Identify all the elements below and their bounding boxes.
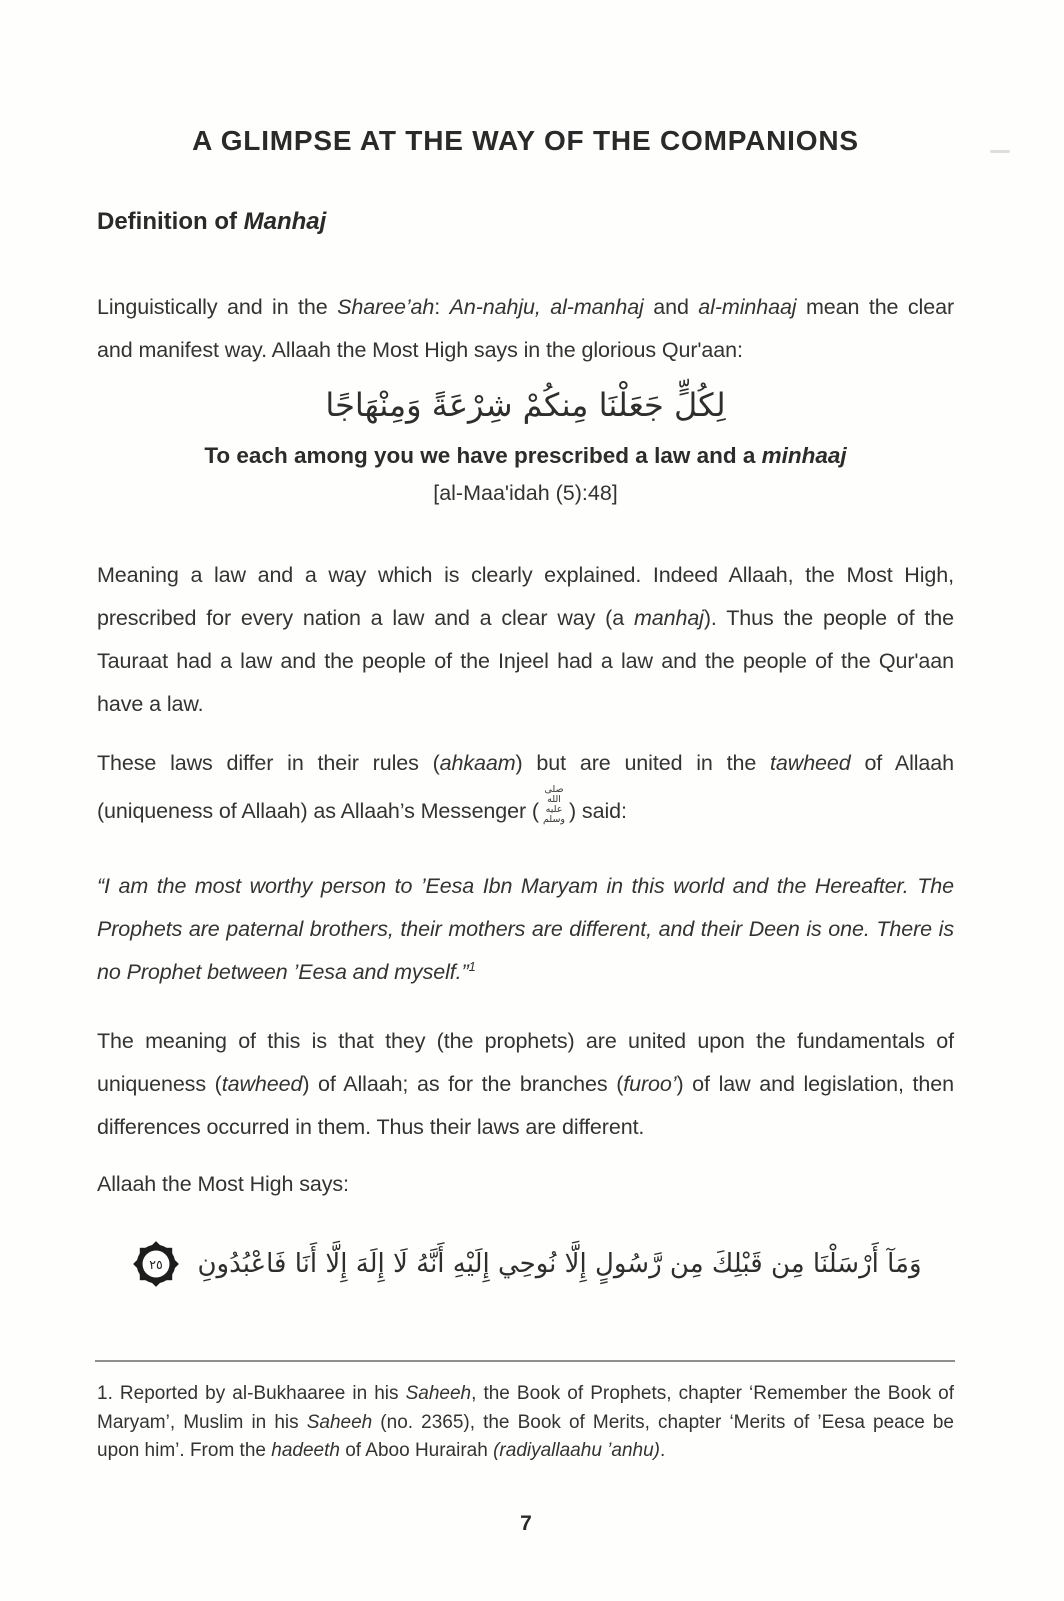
paragraph-intro: Linguistically and in the Sharee’ah: An-nahju, al-manhaj and al-minhaaj mean the clear and manifest way. Allaah the Most High says in the glorious Qur'aan: bbox=[97, 295, 954, 362]
arabic-verse-1: لِكُلٍّ جَعَلْنَا مِنكُمْ شِرْعَةً وَمِنْهَاجًا bbox=[325, 386, 726, 424]
page-title: A GLIMPSE AT THE WAY OF THE COMPANIONS bbox=[192, 125, 859, 156]
hadith-quote: “I am the most worthy person to ’Eesa Ibn Maryam in this world and the Hereafter. The Prophets are paternal brothers, their mothers are different, and their Deen is one. There is no Prophet between ’Eesa and myself.”$^1$ bbox=[97, 873, 954, 984]
verse-end-medallion bbox=[129, 1237, 183, 1291]
page-number: 7 bbox=[520, 1512, 532, 1535]
footnote-divider bbox=[95, 1360, 955, 1362]
paragraph-explanation: The meaning of this is that they (the prophets) are united upon the fundamentals of uniqueness (tawheed) of Allaah; as for the branches (furoo’) of law and legislation, then differences occurred in them. Thus their laws are different. bbox=[97, 1028, 954, 1139]
arabic-verse-2-row bbox=[97, 1222, 954, 1304]
arabic-verse-2: وَمَآ أَرْسَلْنَا مِن قَبْلِكَ مِن رَّسُولٍ إِلَّا نُوحِي إِلَيْهِ أَنَّهُ لَا إِلَهَ إِلَّا أَنَا فَاعْبُدُونِ bbox=[197, 1249, 922, 1280]
scan-artifact-mark bbox=[990, 150, 1010, 153]
verse-translation: To each among you we have prescribed a law and a minhaaj bbox=[204, 443, 847, 468]
footnote: 1. Reported by al-Bukhaaree in his Saheeh, the Book of Prophets, chapter ‘Remember the Book of Maryam’, Muslim in his Saheeh (no. 2365), the Book of Merits, chapter ‘Merits of ’Eesa peace be upon him’. From the hadeeth of Aboo Hurairah (radiyallaahu ’anhu). bbox=[97, 1383, 954, 1461]
paragraph-meaning: Meaning a law and a way which is clearly explained. Indeed Allaah, the Most High, prescribed for every nation a law and a clear way (a manhaj). Thus the people of the Tauraat had a law and the people of the Injeel had a law and the people of the Qur'aan have a law. bbox=[97, 563, 954, 716]
lead-in-text: Allaah the Most High says: bbox=[97, 1171, 349, 1196]
section-heading: Definition of Manhaj bbox=[97, 208, 327, 235]
paragraph-laws-differ: These laws differ in their rules (ahkaam) but are united in the tawheed of Allaah (uniqueness of Allaah) as Allaah’s Messenger (صلى الله عليه وسلم ) said: bbox=[97, 751, 954, 825]
verse-reference: [al-Maa'idah (5):48] bbox=[433, 481, 618, 505]
verse-number-text: ٢٥ bbox=[149, 1256, 164, 1272]
